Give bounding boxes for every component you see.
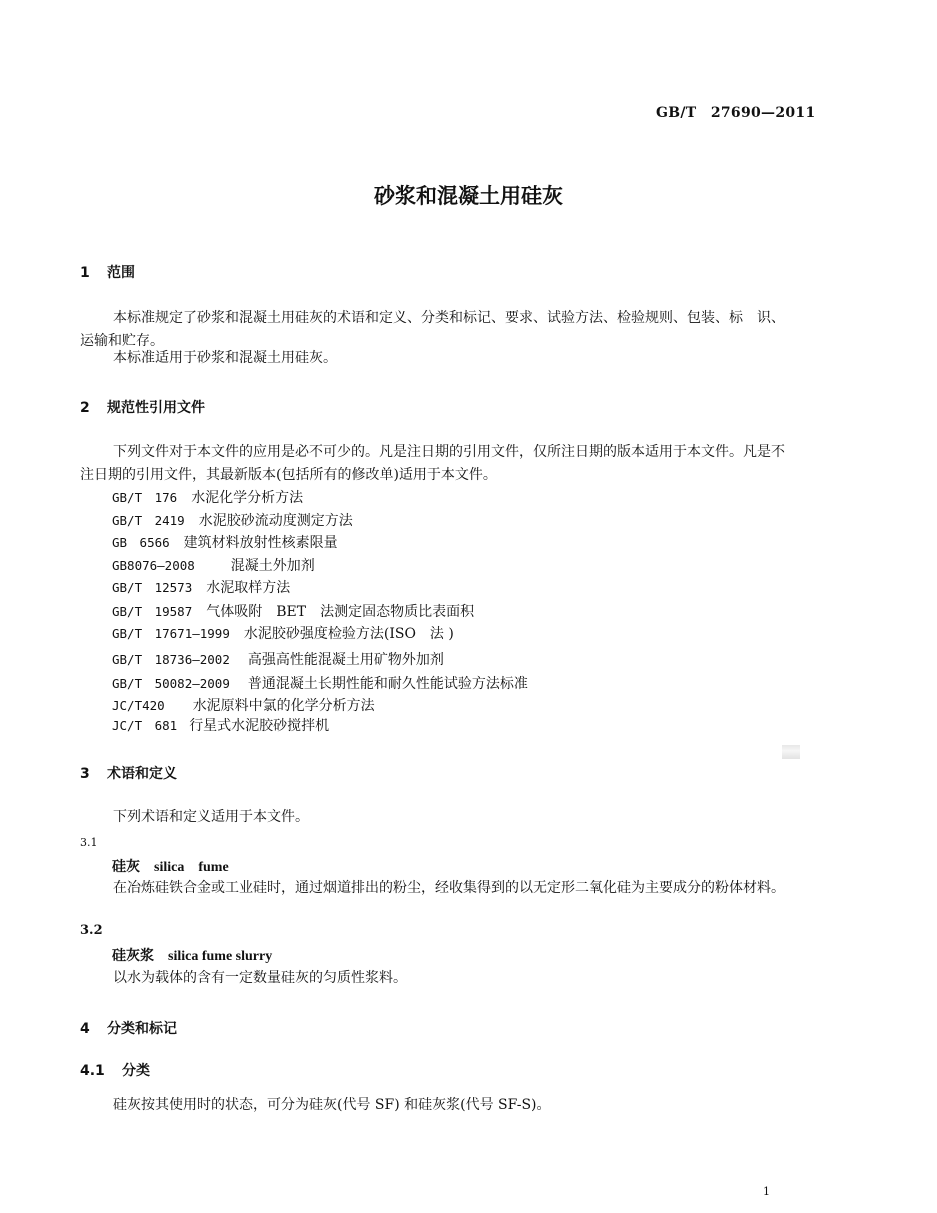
reference-code: JC/T 681 [112,718,178,733]
term-heading [112,856,229,876]
section-number: 3 [80,766,90,782]
section-number: 1 [80,265,90,281]
reference-item [112,673,528,693]
reference-name: 水泥取样方法 [206,580,291,596]
term-definition [80,967,792,990]
document-title: 砂浆和混凝土用硅灰 [374,184,563,208]
paragraph-text: 以水为载体的含有一定数量硅灰的匀质性浆料。 [113,970,407,986]
reference-item [112,510,353,530]
page-number: 1 [763,1185,770,1198]
clause-number: 3.1 [80,836,98,849]
reference-code: JC/T420 [112,698,165,713]
clause-number: 3.2 [80,923,103,938]
section-number: 4 [80,1021,90,1037]
reference-name: 普通混凝土长期性能和耐久性能试验方法标准 [247,676,528,692]
term-chinese: 硅灰浆 [112,948,154,964]
section-title: 分类和标记 [107,1021,177,1037]
section-4-heading [80,1018,177,1038]
reference-name: 混凝土外加剂 [230,558,315,574]
reference-code: GB/T 12573 [112,580,193,595]
paragraph-text: 本标准适用于砂浆和混凝土用硅灰。 [113,350,337,366]
paragraph-text: 下列文件对于本文件的应用是必不可少的。凡是注日期的引用文件，仅所注日期的版本适用于本文件。凡是不注日期的引用文件，其最新版本(包括所有的修改单)适用于本文件。 [80,444,785,483]
reference-code: GB8076—2008 [112,558,195,573]
paragraph-text: 本标准规定了砂浆和混凝土用硅灰的术语和定义、分类和标记、要求、试验方法、检验规则、包装、标 识、运输和贮存。 [80,310,785,349]
reference-name: 水泥胶砂强度检验方法(ISO 法 ) [243,626,454,642]
reference-name: 水泥化学分析方法 [191,490,304,506]
section-title: 术语和定义 [107,766,177,782]
reference-item [112,487,303,507]
reference-code: GB/T 2419 [112,513,185,528]
reference-name: 气体吸附 BET 法测定固态物质比表面积 [206,604,475,620]
reference-item [112,555,315,575]
reference-code: GB/T 18736—2002 [112,652,230,667]
reference-item [112,649,444,669]
subsection-number: 4.1 [80,1063,105,1079]
reference-item [112,695,375,715]
standard-code: GB/T 27690—2011 [656,105,816,121]
section-number: 2 [80,400,90,416]
section-title: 规范性引用文件 [107,400,205,416]
reference-item [112,715,329,735]
term-chinese: 硅灰 [112,859,140,875]
section-3-heading [80,763,177,783]
reference-item [112,532,338,552]
reference-item [112,577,290,597]
reference-name: 水泥原料中氯的化学分析方法 [192,698,375,714]
reference-name: 行星式水泥胶砂搅拌机 [189,718,330,734]
section-2-heading [80,397,205,417]
section-title: 范围 [107,265,135,281]
reference-code: GB/T 19587 [112,604,193,619]
term-english: silica fume slurry [168,949,273,964]
reference-item [112,623,454,643]
reference-code: GB/T 176 [112,490,178,505]
subsection-4-1-heading [80,1060,150,1080]
reference-item [112,601,474,621]
term-english: silica fume [154,860,229,875]
scan-artifact [782,745,800,759]
subsection-4-1-text [80,1094,792,1117]
reference-code: GB/T 50082—2009 [112,676,230,691]
reference-name: 建筑材料放射性核素限量 [183,535,338,551]
section-1-paragraph-2 [80,347,792,370]
paragraph-text: 在冶炼硅铁合金或工业硅时，通过烟道排出的粉尘，经收集得到的以无定形二氧化硅为主要成分的粉体材料。 [113,880,785,896]
reference-name: 高强高性能混凝土用矿物外加剂 [247,652,444,668]
subsection-title: 分类 [122,1063,150,1079]
paragraph-text: 硅灰按其使用时的状态，可分为硅灰(代号 SF) 和硅灰浆(代号 SF-S)。 [113,1097,551,1113]
section-1-heading [80,262,135,282]
paragraph-text: 下列术语和定义适用于本文件。 [113,809,309,825]
term-definition [80,877,792,900]
term-heading [112,945,272,965]
reference-code: GB/T 17671—1999 [112,626,230,641]
reference-name: 水泥胶砂流动度测定方法 [198,513,353,529]
section-3-intro [80,806,792,829]
section-2-intro [80,441,792,487]
reference-code: GB 6566 [112,535,170,550]
